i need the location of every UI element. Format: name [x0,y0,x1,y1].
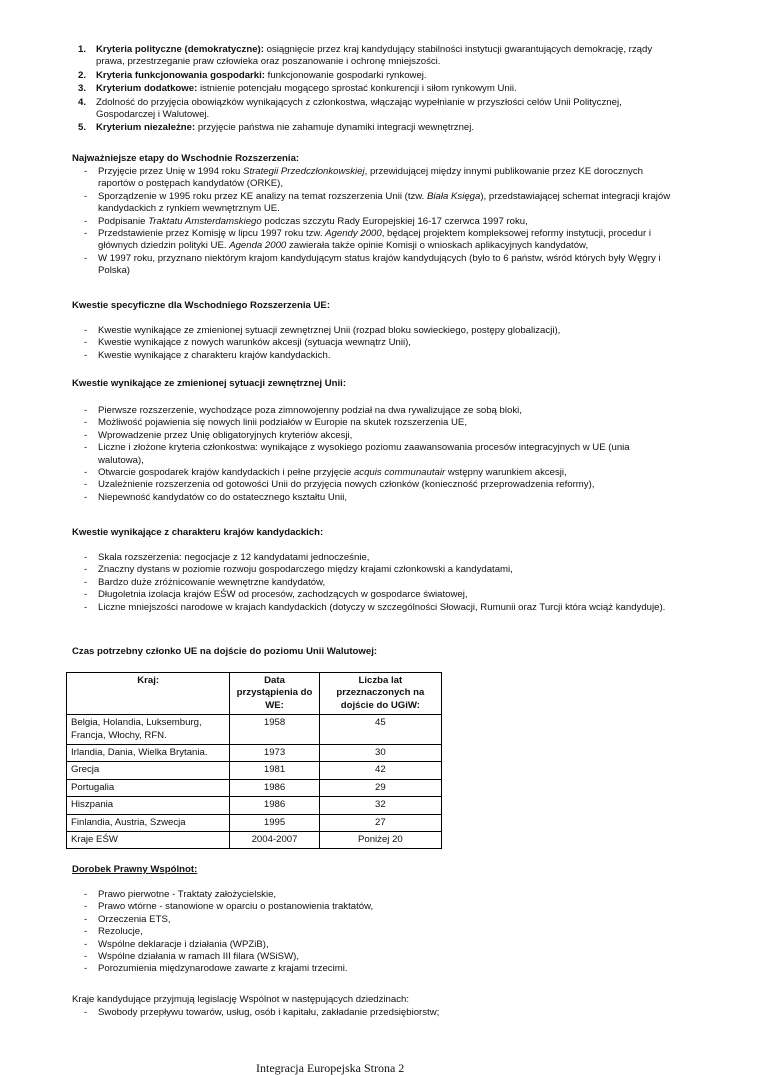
external-heading: Kwestie wynikające ze zmienionej sytuacji zewnętrznej Unii: [72,378,347,389]
table-cell: Kraje EŚW [67,832,230,849]
list-item: - Przyjęcie przez Unię w 1994 roku Strategii Przedczłonkowskiej, przewidującej między innymi publikowanie przez KE dorocznych raportów o postępach kandydatów (ORKE), [84,166,643,190]
table-row [67,745,442,762]
stages-heading: Najważniejsze etapy do Wschodnie Rozszerzenia: [72,153,300,164]
list-item: - Długoletnia izolacja krajów EŚW od procesów, zachodzących w gospodarce światowej, [84,589,468,601]
criteria-title: Kryteria polityczne (demokratyczne): [96,44,264,55]
table-cell: Belgia, Holandia, Luksemburg, Francja, Włochy, RFN. [67,715,230,745]
character-heading: Kwestie wynikające z charakteru krajów kandydackich: [72,527,324,538]
specific-heading: Kwestie specyficzne dla Wschodniego Rozszerzenia UE: [72,300,331,311]
criteria-item: 5. Kryterium niezależne: przyjęcie państwa nie zahamuje dynamiki integracji wewnętrznej. [78,122,475,134]
stages-list [84,166,674,278]
list-item: - Bardzo duże zróżnicowanie wewnętrzne kandydatów, [84,576,326,588]
header-cell: Kraj: [67,673,230,715]
header-cell: Data przystąpienia do WE: [230,673,319,715]
table-cell: 42 [319,762,441,779]
adoption-list [84,1007,674,1019]
item-number: 2. [78,69,87,81]
table-heading: Czas potrzebny członko UE na dojście do poziomu Unii Walutowej: [72,646,378,657]
criteria-title: Kryteria funkcjonowania gospodarki: [96,69,265,81]
list-item: - Uzależnienie rozszerzenia od gotowości Unii do przyjęcia nowych członków (konieczność przeprowadzenia reformy), [84,479,595,491]
criteria-title: Kryterium niezależne: [96,122,196,134]
table-row [67,832,442,849]
table-cell: 1986 [230,779,319,796]
item-number: 4. [78,96,87,108]
list-item: - Skala rozszerzenia: negocjacje z 12 kandydatami jednocześnie, [84,552,370,563]
item-number: 1. [78,44,87,55]
table-cell: 2004-2007 [230,832,319,849]
list-item: - Liczne i złożone kryteria członkostwa: wynikające z wysokiego poziomu zaawansowania procesów integracyjnych w UE (unia walutowa), [84,442,630,466]
list-item: - W 1997 roku, przyznano niektórym krajom kandydującym status krajów kandydujących (było to 6 państw, wśród których były Węgry i Polska) [84,252,661,277]
criteria-list [78,44,678,136]
table-row [67,797,442,814]
item-number: 5. [78,122,87,134]
list-item: - Porozumienia międzynarodowe zawarte z krajami trzecimi. [84,963,348,975]
specific-list [84,325,674,362]
table-cell: 30 [319,745,441,762]
table-cell: 45 [319,715,441,745]
table-cell: 1995 [230,814,319,831]
list-item: - Wspólne działania w ramach III filara (WSiSW), [84,951,299,963]
table-cell: 1973 [230,745,319,762]
list-item: - Otwarcie gospodarek krajów kandydackich i pełne przyjęcie acquis communautair wstępny warunkiem akcesji, [84,467,567,479]
list-item: - Sporządzenie w 1995 roku przez KE analizy na temat rozszerzenia Unii (tzw. Biała Księga), przedstawiającej schemat integracji krajów kandydackich z rynkiem wewnętrznym UE. [84,190,671,215]
acquis-heading: Dorobek Prawny Wspólnot: [72,864,198,875]
criteria-title: Kryterium dodatkowe: [96,83,198,95]
list-item: - Przedstawienie przez Komisję w lipcu 1997 roku tzw. Agendy 2000, będącej projektem kompleksowej reformy instytucji, procedur i głównych dziedzin polityki UE. Agenda 2000 zawierała także opinie Komisji o wnioskach aplikacyjnych kandydatów, [84,228,651,252]
list-item: - Kwestie wynikające ze zmienionej sytuacji zewnętrznej Unii (rozpad bloku sowieckiego, postępy globalizacji), [84,325,561,336]
table-cell: 1958 [230,715,319,745]
table-cell: 1981 [230,762,319,779]
criteria-item: 4. Zdolność do przyjęcia obowiązków wynikających z członkostwa, włączając wypełnianie w przyszłości celów Unii Politycznej, Gospodarczej i Walutowej. [78,96,622,121]
list-item: - Znaczny dystans w poziomie rozwoju gospodarczego między krajami członkowski a kandydatami, [84,564,513,576]
external-list [84,405,674,504]
list-item: - Wprowadzenie przez Unię obligatoryjnych kryteriów akcesji, [84,429,353,441]
adoption-intro: Kraje kandydujące przyjmują legislację Wspólnot w następujących dziedzinach: [72,994,410,1005]
table-cell: 29 [319,779,441,796]
table-cell: 32 [319,797,441,814]
list-item: - Pierwsze rozszerzenie, wychodzące poza zimnowojenny podział na dwa rywalizujące ze sobą bloki, [84,405,522,416]
table-row [67,762,442,779]
list-item: - Prawo wtórne - stanowione w oparciu o postanowienia traktatów, [84,901,374,913]
table-cell: Grecja [67,762,230,779]
table-cell: Finlandia, Austria, Szwecja [67,814,230,831]
table-cell: Poniżej 20 [319,832,441,849]
table-row [67,715,442,745]
list-item: - Rezolucje, [84,926,143,938]
list-item: - Możliwość pojawienia się nowych linii podziałów w Europie na skutek rozszerzenia UE, [84,417,467,429]
list-item: - Kwestie wynikające z nowych warunków akcesji (sytuacja wewnątrz Unii), [84,337,411,349]
list-item: - Orzeczenia ETS, [84,913,171,925]
list-item: - Prawo pierwotne - Traktaty założycielskie, [84,889,277,900]
criteria-item: 2. Kryteria funkcjonowania gospodarki: funkcjonowanie gospodarki rynkowej. [78,69,427,81]
header-cell: Liczba lat przeznaczonych na dojście do UGiW: [319,673,441,715]
list-item: - Liczne mniejszości narodowe w krajach kandydackich (dotyczy w szczególności Słowacji, Rumunii oraz Turcji która wciąż kandyduje). [84,601,666,613]
table-cell: 1986 [230,797,319,814]
list-item: - Swobody przepływu towarów, usług, osób i kapitału, zakładanie przedsiębiorstw; [84,1007,440,1018]
table-header-row [67,673,442,715]
table-cell: Irlandia, Dania, Wielka Brytania. [67,745,230,762]
criteria-item: 3. Kryterium dodatkowe: istnienie potencjału mogącego sprostać konkurencji i siłom rynkowym Unii. [78,83,517,95]
table-row [67,814,442,831]
list-item: - Wspólne deklaracje i działania (WPZiB), [84,938,269,950]
list-item: - Podpisanie Traktatu Amsterdamskiego podczas szczytu Rady Europejskiej 16-17 czerwca 1997 roku, [84,215,528,227]
table-cell: Hiszpania [67,797,230,814]
character-list [84,552,674,614]
accession-table [66,672,442,849]
list-item: - Niepewność kandydatów co do ostatecznego kształtu Unii, [84,491,348,503]
item-number: 3. [78,83,87,95]
table-cell: 27 [319,814,441,831]
table-cell: Portugalia [67,779,230,796]
page-footer: Integracja Europejska Strona 2 [256,1061,405,1075]
criteria-item: 1. Kryteria polityczne (demokratyczne): osiągnięcie przez kraj kandydujący stabilności instytucji gwarantujących demokrację, rządy prawa, przestrzeganie praw człowieka oraz poszanowanie i ochronę mniejszości. [78,44,653,68]
acquis-list [84,889,674,976]
list-item: - Kwestie wynikające z charakteru krajów kandydackich. [84,349,331,361]
table-row [67,779,442,796]
